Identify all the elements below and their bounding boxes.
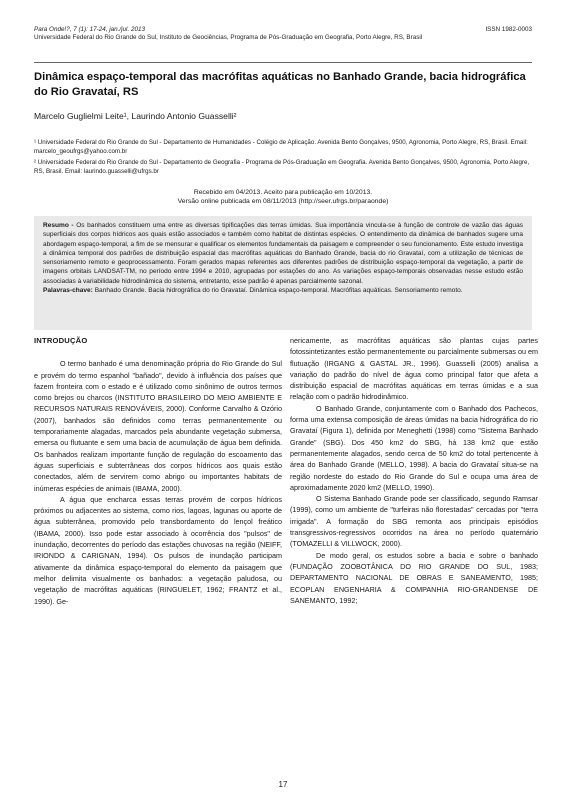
- affiliation-1: ¹ Universidade Federal do Rio Grande do Sul - Departamento de Humanidades - Colégio de Aplicação. Avenida Bento Gonçalves, 9500, Agronomia, Porto Alegre, RS, Brasil. Email: marcelo_geoufrgs@yahoo.com.br: [34, 139, 528, 155]
- affiliations: [34, 139, 532, 179]
- online-version-line: Versão online publicada em 08/11/2013 (http://seer.ufrgs.br/paraonde): [177, 198, 389, 206]
- keywords-list: Banhado Grande. Bacia hidrográfica do rio Gravataí. Dinâmica espaço-temporal. Macrófitas aquáticas. Sensoriamento remoto.: [92, 287, 463, 295]
- page-number: 17: [278, 780, 288, 789]
- abstract-label: Resumo -: [43, 222, 74, 229]
- received-dates: [34, 188, 532, 207]
- running-header: [34, 26, 532, 42]
- keywords-label: Palavras-chave:: [43, 287, 93, 295]
- institution-line: Universidade Federal do Rio Grande do Sul, Instituto de Geociências, Programa de Pós-Graduação em Geografia, Porto Alegre, RS, Brasil: [34, 34, 423, 42]
- abstract-box: [34, 216, 532, 330]
- author-list: Marcelo Guglielmi Leite¹, Laurindo Antonio Guasselli²: [34, 111, 237, 121]
- paragraph: O Banhado Grande, conjuntamente com o Banhado dos Pachecos, forma uma extensa composição de áreas úmidas na bacia hidrográfica do rio Gravataí (Figura 1), definida por Meneghetti (1998) como "Sistema Banhado Grande" (SBG). Dos 450 km2 do SBG, há 138 km2 que estão permanentemente alagados, sendo cerca de 50 km2 do total pertencente à área do Banhado Grande (MELLO, 1998). A bacia do Gravataí situa-se na região nordeste do estado do Rio Grande do Sul e ocupa uma área de aproximadamente 2020 km2 (MELLO, 1990).: [290, 403, 538, 492]
- abstract-text: [43, 221, 523, 286]
- issn: ISSN 1982-0003: [485, 26, 532, 33]
- journal-citation: Para Onde!?, 7 (1): 17-24, jan./jul. 2013: [34, 26, 145, 33]
- header-divider: [34, 62, 532, 63]
- paragraph: De modo geral, os estudos sobre a bacia e sobre o banhado (FUNDAÇÃO ZOOBOTÂNICA DO RIO GRANDE DO SUL, 1983; DEPARTAMENTO NACIONAL DE OBRAS E SANEAMENTO, 1985; ECOPLAN ENGENHARIA & COMPANHIA RIO-GRANDENSE DE SANEMANTO, 1992;: [290, 550, 538, 605]
- section-heading-introduction: INTRODUÇÃO: [34, 336, 88, 345]
- paragraph: O termo banhado é uma denominação própria do Rio Grande do Sul e provém do termo espanhol "bañado", devido à influência dos países que fazem fronteira com o estado e é utilizado como sinônimo de outros termos como brejos ou charcos (INSTITUTO BRASILEIRO DO MEIO AMBIENTE E RECURSOS NATURAIS RENOVÁVEIS, 2000). Conforme Carvalho & Ozório (2007), banhados são definidos como terras permanentemente ou temporariamente alagadas, marcados pela abundante vegetação submersa, emersa ou flutuante e sem uma bacia de acumulação de água bem definida. Os banhados realizam importante função de regulação do escoamento das águas superficiais e subterrâneas dos corpos hídricos aos quais estão conectados, além de servirem como abrigo ou importantes habitats de inúmeras espécies de animais (IBAMA, 2000).: [34, 359, 282, 493]
- left-column: [34, 335, 282, 775]
- paper-title: Dinâmica espaço-temporal das macrófitas aquáticas no Banhado Grande, bacia hidrográfica do Rio Gravataí, RS: [34, 71, 526, 98]
- keywords: [43, 286, 523, 295]
- paragraph-continued: nericamente, as macrófitas aquáticas são plantas cujas partes fotossintetizantes estão permanentemente ou parcialmente submersas ou em flutuação (IRGANG & GASTAL JR., 1996). Guasselli (2005) analisa a variação do padrão do nível de água como principal fator que afeta a distribuição espacial de macrófitas aquáticas em terras úmidas e a sua relação com o padrão hidrodinâmico.: [290, 336, 538, 402]
- paragraph: O Sistema Banhado Grande pode ser classificado, segundo Ramsar (1999), como um ambiente de "turfeiras não florestadas" cercadas por "terra irrigada". A formação do SBG remonta aos principais episódios transgressivos-regressivos ocorridos na área no período quaternário (TOMAZELLI & VILLWOCK, 2000).: [290, 494, 538, 549]
- right-column: [290, 335, 538, 775]
- received-line: Recebido em 04/2013. Aceito para publicação em 10/2013.: [193, 189, 373, 196]
- paragraph: A água que encharca essas terras provém de corpos hídricos próximos ou adjacentes ao sistema, como rios, lagoas, lagunas ou aporte de água subterrânea, promovido pelo transbordamento do lençol freático (IBAMA, 2000). Isso pode estar associado à ocorrência dos "pulsos" de inundação, decorrentes do período das estações chuvosas na região (NEIFF, IRIONDO & CARIGNAN, 1994). Os pulsos de inundação participam ativamente da dinâmica espaço-temporal do elemento da paisagem que melhor delimita visualmente os banhados: a vegetação paludosa, ou vegetação de macrófitas aquáticas (RINGUELET, 1962; FRANTZ et al., 1990). Ge-: [34, 494, 282, 606]
- affiliation-2: ² Universidade Federal do Rio Grande do Sul - Departamento de Geografia - Programa de Pós-Graduação em Geografia. Avenida Bento Gonçalves, 9500, Agronomia, Porto Alegre, RS, Brasil. Email: laurindo.guasselli@ufrgs.br: [34, 159, 530, 175]
- abstract-body: Os banhados constituem uma entre as diversas tipificações das terras úmidas. Sua importância vincula-se à função de controle de vazão das águas superficiais dos corpos hídricos aos quais estão associados e também como habitat de distintas espécies. O entendimento da dinâmica de banhados sugere uma abordagem espaço-temporal, a fim de se mensurar e qualificar os elementos fundamentais da paisagem e compreender o seu funcionamento. Este estudo investiga a dinâmica temporal dos padrões de distribuição espacial das macrófitas aquáticas do Banhado Grande, bacia do rio Gravataí, com a utilização de técnicas de sensoriamento remoto e geoprocessamento. Foram gerados mapas referentes aos diferentes padrões de distribuição espaço-temporal da vegetação, a partir de imagens orbitais LANDSAT-TM, no período entre 1994 e 2010, agrupadas por estações do ano. As variações espaço-temporais observadas nesse estudo estão associadas à variabilidade hidrodinâmica do sistema, entretanto, esse padrão é apenas parcialmente sazonal.: [43, 222, 523, 285]
